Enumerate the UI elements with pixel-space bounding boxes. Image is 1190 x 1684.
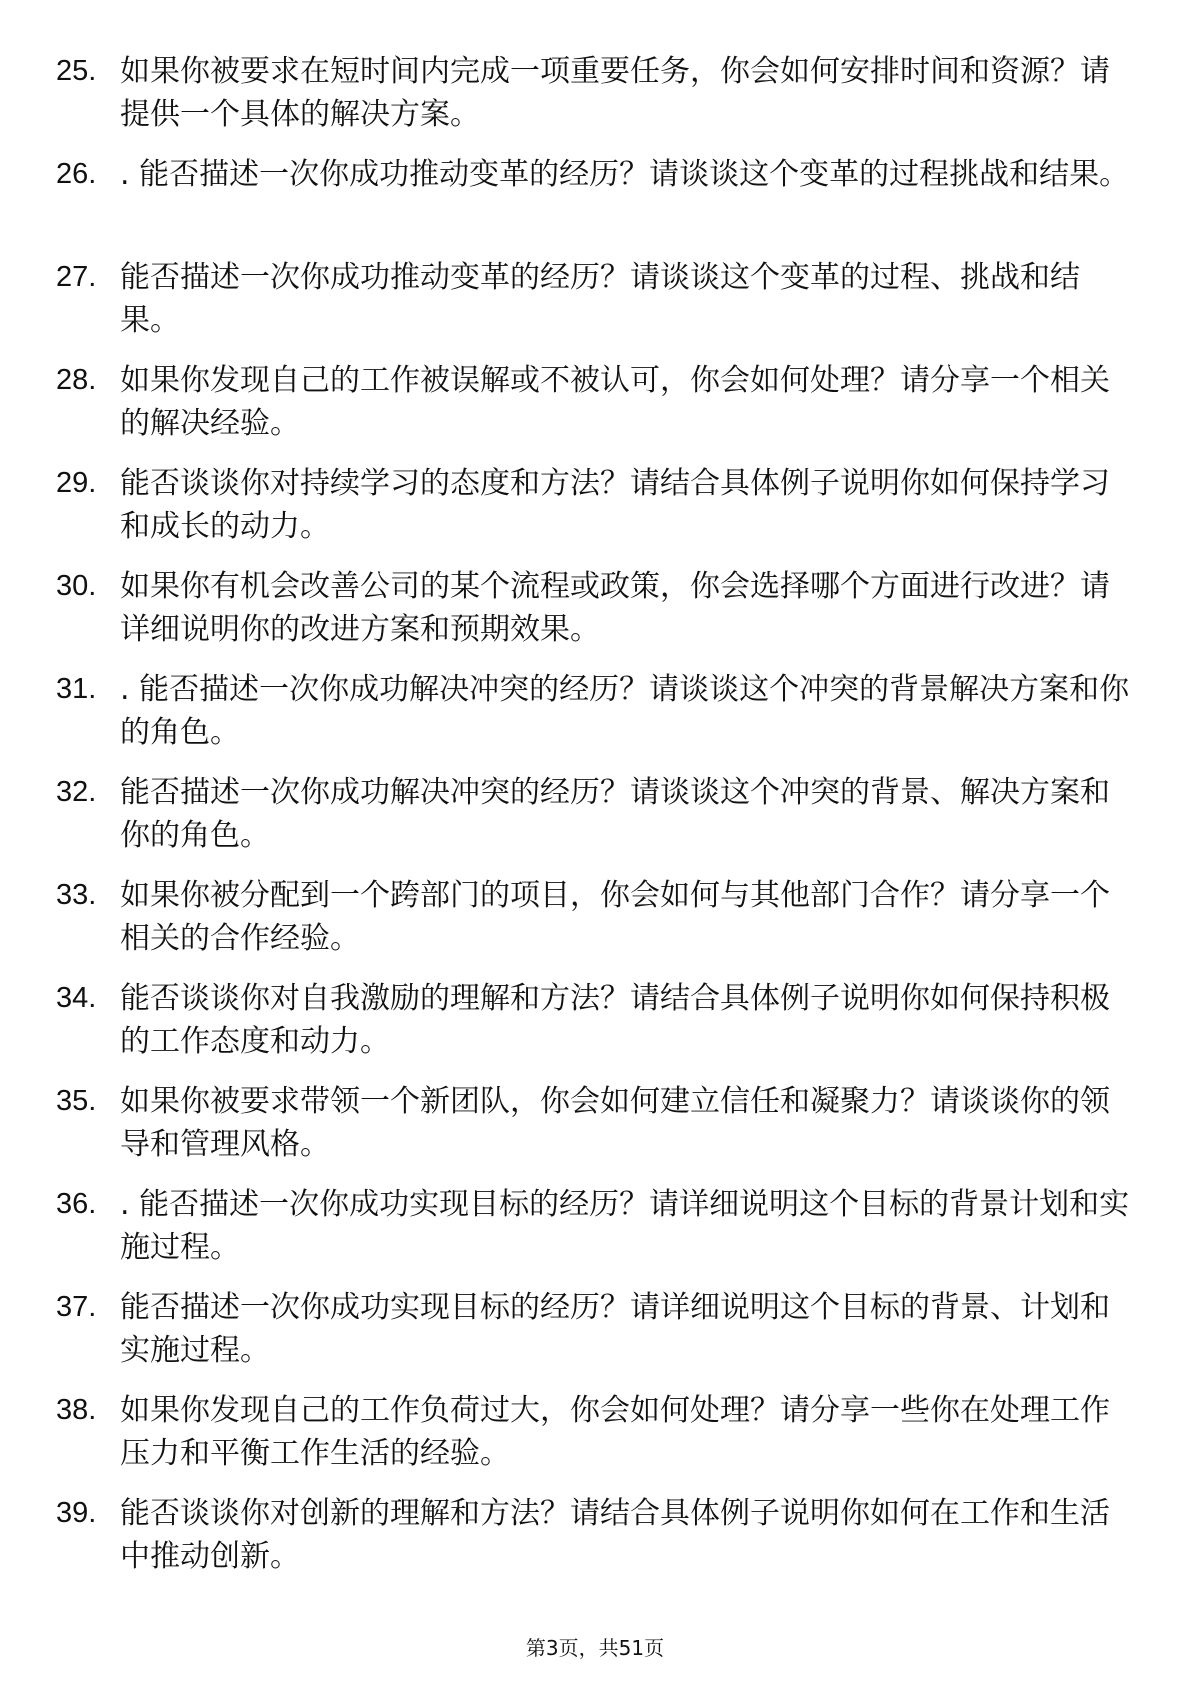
question-text: 能否描述一次你成功推动变革的经历？请谈谈这个变革的过程、挑战和结果。 (120, 260, 1080, 338)
question-text: . 能否描述一次你成功推动变革的经历？请谈谈这个变革的过程挑战和结果。 (120, 157, 1130, 192)
question-number: 37. (56, 1291, 97, 1323)
question-number: 27. (56, 261, 97, 293)
question-item (56, 153, 1131, 256)
question-item (56, 1286, 1131, 1389)
question-text: 如果你有机会改善公司的某个流程或政策，你会选择哪个方面进行改进？请详细说明你的改进方案和预期效果。 (120, 569, 1110, 647)
question-text: . 能否描述一次你成功解决冲突的经历？请谈谈这个冲突的背景解决方案和你的角色。 (120, 672, 1130, 750)
question-number: 39. (56, 1497, 97, 1529)
question-text: . 能否描述一次你成功实现目标的经历？请详细说明这个目标的背景计划和实施过程。 (120, 1187, 1130, 1265)
question-item (56, 50, 1131, 153)
question-item (56, 874, 1131, 977)
question-number: 28. (56, 364, 97, 396)
question-text: 如果你被分配到一个跨部门的项目，你会如何与其他部门合作？请分享一个相关的合作经验。 (120, 878, 1110, 956)
question-item (56, 668, 1131, 771)
question-number: 35. (56, 1085, 97, 1117)
question-text: 能否描述一次你成功解决冲突的经历？请谈谈这个冲突的背景、解决方案和你的角色。 (120, 775, 1110, 853)
question-number: 25. (56, 55, 97, 87)
question-text: 能否谈谈你对创新的理解和方法？请结合具体例子说明你如何在工作和生活中推动创新。 (120, 1496, 1110, 1574)
question-item (56, 462, 1131, 565)
question-item (56, 1183, 1131, 1286)
question-item (56, 565, 1131, 668)
question-item (56, 359, 1131, 462)
question-text: 如果你被要求在短时间内完成一项重要任务，你会如何安排时间和资源？请提供一个具体的解决方案。 (120, 54, 1110, 132)
question-item (56, 1389, 1131, 1492)
question-list (56, 50, 1131, 1595)
question-item (56, 977, 1131, 1080)
question-item (56, 1080, 1131, 1183)
question-number: 34. (56, 982, 97, 1014)
question-text: 能否描述一次你成功实现目标的经历？请详细说明这个目标的背景、计划和实施过程。 (120, 1290, 1110, 1368)
page-footer: 第3页，共51页 (525, 1636, 665, 1660)
question-item (56, 256, 1131, 359)
question-number: 38. (56, 1394, 97, 1426)
question-number: 32. (56, 776, 97, 808)
question-text: 如果你发现自己的工作负荷过大，你会如何处理？请分享一些你在处理工作压力和平衡工作生活的经验。 (120, 1393, 1110, 1471)
question-number: 29. (56, 467, 97, 499)
question-number: 33. (56, 879, 97, 911)
question-text: 能否谈谈你对自我激励的理解和方法？请结合具体例子说明你如何保持积极的工作态度和动力。 (120, 981, 1110, 1059)
question-text: 能否谈谈你对持续学习的态度和方法？请结合具体例子说明你如何保持学习和成长的动力。 (120, 466, 1110, 544)
question-number: 26. (56, 158, 97, 190)
question-item (56, 771, 1131, 874)
question-number: 31. (56, 673, 97, 705)
question-number: 36. (56, 1188, 97, 1220)
question-item (56, 1492, 1131, 1595)
question-text: 如果你被要求带领一个新团队，你会如何建立信任和凝聚力？请谈谈你的领导和管理风格。 (120, 1084, 1110, 1162)
question-text: 如果你发现自己的工作被误解或不被认可，你会如何处理？请分享一个相关的解决经验。 (120, 363, 1110, 441)
question-number: 30. (56, 570, 97, 602)
